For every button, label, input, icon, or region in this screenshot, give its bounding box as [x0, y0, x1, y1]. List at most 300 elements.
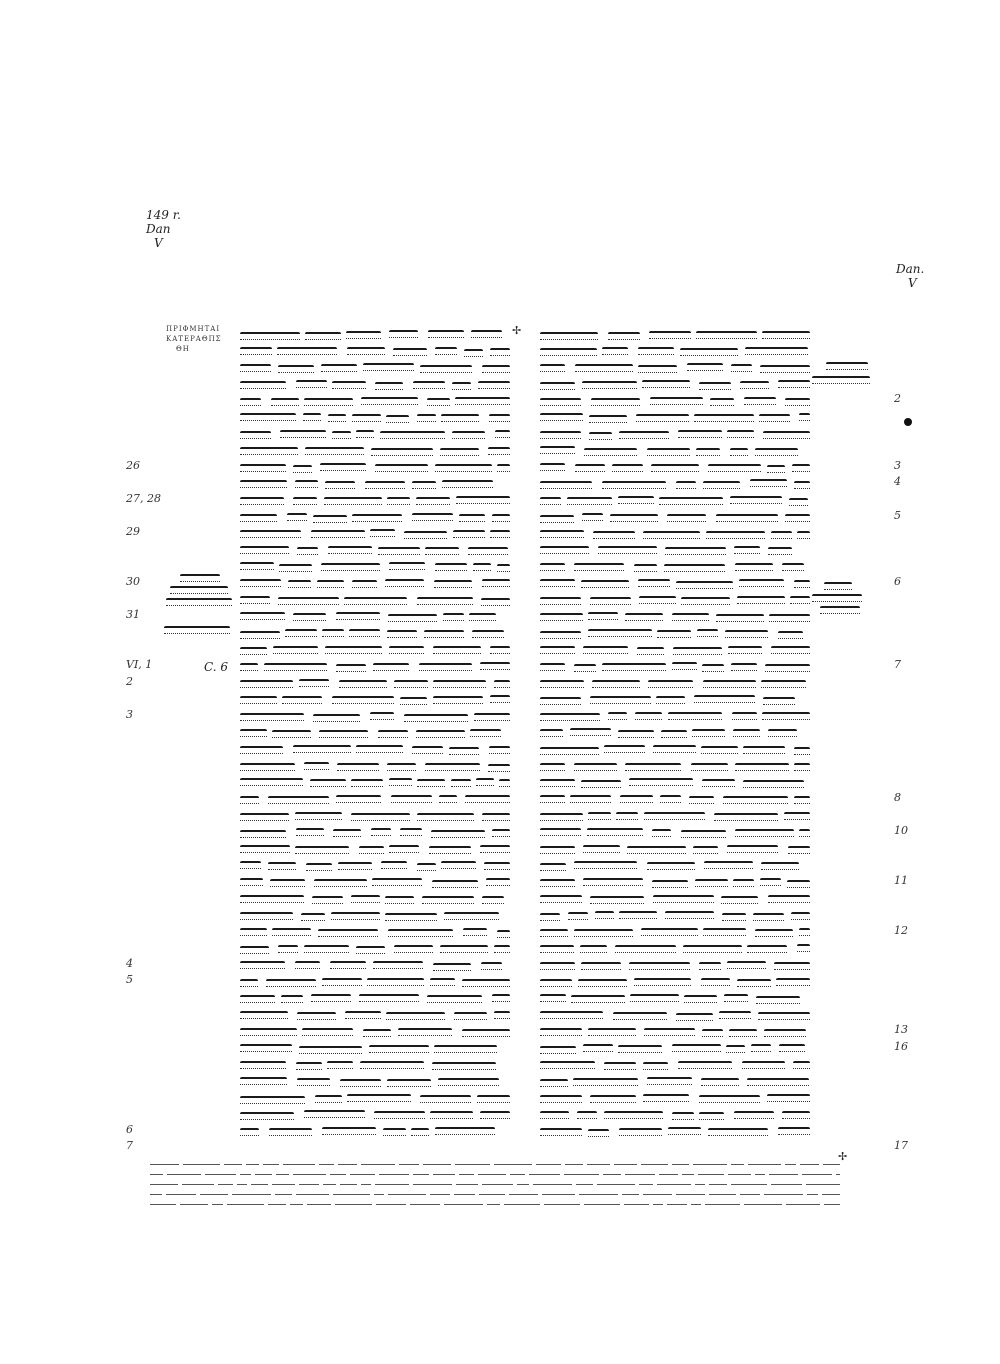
script-word: [540, 1061, 595, 1067]
script-word: [337, 763, 379, 769]
script-word: [240, 647, 267, 653]
script-word: [769, 614, 810, 620]
footnote-word: [455, 1164, 490, 1165]
script-word: [480, 662, 510, 668]
script-word: [295, 480, 318, 486]
verse-number: 12: [894, 923, 908, 937]
cross-mark: ✢: [512, 324, 522, 337]
script-word: [667, 514, 706, 520]
script-word: [540, 913, 560, 919]
script-word: [689, 796, 714, 802]
script-word: [240, 813, 289, 819]
footnote-word: [622, 1194, 639, 1195]
script-word: [792, 464, 810, 470]
script-word: [346, 331, 381, 337]
footnote-word: [240, 1174, 251, 1175]
script-word: [695, 879, 728, 885]
script-word: [612, 464, 643, 470]
footnote-word: [740, 1194, 760, 1195]
script-word: [647, 448, 690, 454]
script-word: [370, 529, 395, 535]
bottom-footnote-block: [150, 1162, 850, 1216]
script-word: [363, 363, 414, 369]
script-word: [425, 547, 459, 553]
script-word: [369, 1045, 429, 1051]
script-word: [297, 1078, 330, 1084]
script-word: [360, 1061, 424, 1067]
script-word: [325, 481, 355, 487]
script-word: [332, 696, 394, 702]
script-word: [304, 762, 329, 768]
footnote-word: [388, 1194, 426, 1195]
footnote-word: [263, 1164, 279, 1165]
script-word: [589, 432, 612, 438]
script-word: [732, 712, 757, 718]
center-note: C. 6: [204, 660, 229, 674]
script-word: [540, 828, 581, 834]
script-word: [459, 514, 485, 520]
script-word: [441, 861, 476, 867]
script-word: [240, 796, 259, 802]
script-word: [680, 348, 738, 354]
script-word: [439, 795, 457, 801]
script-word: [240, 612, 285, 618]
script-word: [432, 880, 478, 886]
footnote-word: [251, 1184, 268, 1185]
script-word: [615, 945, 676, 951]
script-word: [482, 365, 510, 371]
ink-blot: [904, 418, 912, 426]
script-word: [492, 994, 510, 1000]
script-word: [240, 946, 269, 952]
footnote-word: [510, 1174, 525, 1175]
script-word: [278, 597, 339, 603]
script-word: [665, 911, 714, 917]
footnote-word: [786, 1204, 820, 1205]
script-word: [681, 830, 726, 836]
footnote-word: [275, 1194, 292, 1195]
script-word: [683, 945, 742, 951]
script-word: [385, 896, 414, 902]
script-word: [619, 1128, 662, 1134]
script-word: [240, 1028, 297, 1034]
script-word: [731, 663, 757, 669]
script-word: [574, 563, 624, 569]
script-word: [635, 712, 662, 718]
script-word: [314, 879, 367, 885]
script-word: [540, 747, 599, 753]
script-word: [299, 1046, 362, 1052]
script-word: [668, 712, 722, 718]
script-word: [540, 846, 575, 852]
right-marginal-note: [812, 358, 872, 388]
footnote-word: [667, 1204, 687, 1205]
script-word: [727, 430, 754, 436]
script-word: [595, 911, 614, 917]
script-word: [587, 828, 643, 834]
script-word: [716, 514, 778, 520]
script-word: [774, 962, 810, 968]
script-word: [463, 928, 487, 934]
script-word: [702, 779, 735, 785]
script-word: [240, 845, 290, 851]
script-word: [389, 646, 424, 652]
left-marginal-note-2: [164, 624, 234, 638]
script-word: [435, 563, 467, 569]
script-word: [378, 547, 420, 553]
footnote-word: [268, 1204, 286, 1205]
script-word: [602, 347, 628, 353]
script-word: [462, 1029, 510, 1035]
script-word: [240, 1077, 287, 1083]
script-word: [240, 912, 293, 918]
script-word: [613, 1012, 667, 1018]
footnote-word: [237, 1184, 247, 1185]
script-word: [378, 730, 408, 736]
script-word: [478, 381, 510, 387]
script-word: [356, 946, 385, 952]
script-word: [380, 431, 445, 437]
script-word: [571, 995, 625, 1001]
script-word: [304, 945, 349, 951]
script-word: [480, 845, 510, 851]
script-word: [540, 1111, 569, 1117]
script-word: [540, 1028, 582, 1034]
script-word: [739, 579, 784, 585]
script-word: [417, 779, 445, 785]
script-word: [758, 1012, 810, 1018]
script-word: [240, 347, 272, 353]
footnote-word: [676, 1194, 705, 1195]
greek-gloss-line: ΘΗ: [176, 345, 190, 353]
script-word: [694, 695, 755, 701]
script-word: [583, 1044, 613, 1050]
footnote-word: [802, 1174, 832, 1175]
script-word: [324, 497, 382, 503]
script-word: [433, 646, 481, 652]
script-word: [540, 929, 568, 935]
script-word: [494, 945, 510, 951]
footnote-word: [166, 1194, 196, 1195]
script-word: [649, 331, 691, 337]
footnote-word: [444, 1204, 483, 1205]
script-word: [755, 929, 793, 935]
script-word: [575, 364, 633, 370]
script-word: [240, 895, 304, 901]
script-word: [389, 330, 418, 336]
script-word: [288, 580, 311, 586]
script-word: [618, 1045, 662, 1051]
script-word: [394, 945, 433, 951]
script-word: [643, 1062, 668, 1068]
footnote-word: [800, 1164, 819, 1165]
footnote-word: [529, 1174, 560, 1175]
footnote-word: [246, 1164, 259, 1165]
footnote-word: [728, 1174, 751, 1175]
script-word: [494, 680, 510, 686]
script-word: [540, 631, 581, 637]
script-word: [629, 962, 690, 968]
script-word: [734, 1111, 774, 1117]
script-word: [416, 730, 465, 736]
footnote-word: [479, 1194, 505, 1195]
script-word: [785, 398, 810, 404]
script-word: [767, 1094, 810, 1100]
footnote-word: [823, 1164, 840, 1165]
script-word: [240, 381, 286, 387]
script-word: [540, 646, 575, 652]
footnote-word: [691, 1204, 701, 1205]
script-word: [716, 614, 764, 620]
script-word: [472, 630, 504, 636]
script-word: [737, 596, 785, 602]
script-word: [386, 415, 409, 421]
script-word: [637, 647, 664, 653]
script-word: [271, 398, 299, 404]
script-word: [574, 861, 637, 867]
script-word: [540, 1095, 582, 1101]
script-word: [240, 1011, 288, 1017]
footnote-word: [167, 1174, 201, 1175]
script-word: [584, 448, 637, 454]
script-word: [492, 514, 510, 520]
script-word: [790, 596, 810, 602]
script-word: [652, 829, 671, 835]
script-word: [701, 978, 730, 984]
script-word: [592, 680, 640, 686]
script-word: [293, 613, 326, 619]
script-word: [744, 397, 776, 403]
script-word: [697, 629, 718, 635]
footnote-word: [478, 1174, 506, 1175]
footnote-word: [639, 1184, 653, 1185]
script-word: [684, 995, 717, 1001]
script-word: [240, 562, 274, 568]
footnote-word: [487, 1204, 500, 1205]
footnote-word: [509, 1194, 538, 1195]
script-word: [331, 912, 380, 918]
script-word: [540, 945, 574, 951]
verse-number: 29: [126, 525, 140, 539]
script-word: [540, 431, 581, 437]
script-word: [799, 829, 810, 835]
script-word: [297, 1012, 336, 1018]
script-word: [347, 1094, 411, 1100]
script-word: [240, 878, 263, 884]
verse-number: 26: [126, 458, 140, 472]
script-word: [490, 530, 510, 536]
script-word: [404, 531, 447, 537]
script-word: [240, 1096, 305, 1102]
script-word: [430, 978, 455, 984]
script-word: [764, 1029, 806, 1035]
script-word: [722, 913, 746, 919]
script-word: [373, 961, 423, 967]
footnote-word: [323, 1184, 336, 1185]
script-word: [641, 928, 698, 934]
script-word: [351, 813, 410, 819]
script-word: [433, 696, 483, 702]
script-word: [699, 962, 721, 968]
script-word: [638, 579, 670, 585]
script-word: [639, 596, 676, 602]
script-word: [691, 763, 728, 769]
script-word: [672, 613, 709, 619]
script-word: [383, 1128, 406, 1134]
script-word: [590, 896, 644, 902]
script-word: [540, 515, 574, 521]
footnote-word: [755, 1174, 765, 1175]
script-word: [482, 579, 510, 585]
script-word: [328, 414, 346, 420]
script-word: [785, 514, 810, 520]
script-word: [417, 813, 474, 819]
script-word: [676, 581, 733, 587]
footnote-word: [376, 1204, 406, 1205]
script-word: [452, 431, 485, 437]
script-word: [469, 613, 496, 619]
script-word: [312, 896, 343, 902]
script-word: [768, 729, 797, 735]
script-word: [727, 845, 778, 851]
script-word: [419, 663, 472, 669]
script-word: [455, 397, 510, 403]
script-word: [726, 1045, 745, 1051]
script-word: [647, 862, 695, 868]
script-word: [411, 1128, 429, 1134]
script-word: [727, 961, 766, 967]
script-word: [620, 795, 653, 801]
script-word: [768, 895, 810, 901]
script-word: [420, 1095, 471, 1101]
script-word: [391, 795, 432, 801]
script-word: [389, 778, 412, 784]
script-word: [574, 929, 633, 935]
footnote-word: [296, 1194, 329, 1195]
script-word: [427, 995, 482, 1001]
verse-number: 5: [126, 973, 133, 987]
script-word: [701, 746, 738, 752]
script-word: [793, 1061, 810, 1067]
script-word: [347, 347, 385, 353]
footnote-word: [413, 1174, 429, 1175]
script-word: [389, 845, 419, 851]
footnote-word: [579, 1194, 618, 1195]
script-word: [725, 630, 768, 636]
footnote-word: [430, 1194, 450, 1195]
script-word: [240, 447, 298, 453]
script-word: [704, 861, 753, 867]
script-word: [302, 1028, 353, 1034]
footnote-word: [413, 1184, 452, 1185]
script-word: [240, 995, 275, 1001]
script-word: [583, 878, 643, 884]
script-word: [604, 745, 645, 751]
footnote-word: [212, 1204, 223, 1205]
script-word: [389, 562, 425, 568]
script-word: [385, 913, 437, 919]
footnote-word: [183, 1164, 220, 1165]
footnote-word: [603, 1174, 621, 1175]
script-word: [598, 546, 657, 552]
script-word: [753, 913, 784, 919]
footnote-word: [731, 1164, 744, 1165]
script-word: [540, 795, 565, 801]
script-word: [762, 712, 810, 718]
script-word: [293, 745, 351, 751]
script-word: [650, 397, 703, 403]
footnote-word: [290, 1204, 303, 1205]
verse-number: 5: [894, 508, 901, 522]
script-word: [692, 729, 725, 735]
script-word: [784, 812, 810, 818]
script-word: [266, 979, 316, 985]
verse-number: 6: [126, 1122, 133, 1136]
script-word: [332, 431, 351, 437]
script-word: [702, 1029, 723, 1035]
footnote-word: [657, 1184, 691, 1185]
script-word: [417, 597, 473, 603]
script-word: [578, 979, 627, 985]
script-word: [240, 979, 258, 985]
script-word: [625, 763, 681, 769]
script-word: [610, 514, 658, 520]
folio-reference: [146, 208, 181, 250]
script-word: [702, 664, 724, 670]
script-word: [477, 1095, 510, 1101]
script-word: [794, 481, 810, 487]
footnote-word: [544, 1204, 580, 1205]
script-word: [476, 778, 494, 784]
script-word: [653, 895, 714, 901]
footnote-word: [375, 1184, 409, 1185]
script-word: [304, 398, 353, 404]
running-head-right: [896, 262, 924, 290]
script-word: [301, 913, 325, 919]
script-word: [435, 1127, 495, 1133]
script-word: [425, 763, 480, 769]
script-word: [778, 1127, 810, 1133]
script-word: [325, 646, 382, 652]
script-word: [440, 448, 479, 454]
footnote-word: [150, 1194, 162, 1195]
footnote-word: [643, 1194, 672, 1195]
verse-number: 2: [126, 674, 133, 688]
footnote-word: [542, 1194, 575, 1195]
script-word: [474, 713, 510, 719]
script-word: [322, 629, 344, 635]
footnote-word: [709, 1184, 727, 1185]
script-word: [638, 365, 677, 371]
footnote-word: [533, 1184, 572, 1185]
script-word: [488, 447, 510, 453]
script-word: [672, 1044, 721, 1050]
footnote-word: [299, 1184, 319, 1185]
script-word: [794, 763, 810, 769]
script-word: [735, 563, 773, 569]
footnote-word: [584, 1204, 620, 1205]
script-word: [430, 1111, 473, 1117]
script-word: [653, 745, 696, 751]
script-word: [240, 1061, 286, 1067]
script-word: [540, 597, 581, 603]
script-word: [319, 730, 368, 736]
script-word: [779, 1044, 805, 1050]
script-word: [282, 696, 322, 702]
script-word: [272, 928, 311, 934]
verse-number: 17: [894, 1139, 908, 1153]
script-word: [296, 1062, 322, 1068]
